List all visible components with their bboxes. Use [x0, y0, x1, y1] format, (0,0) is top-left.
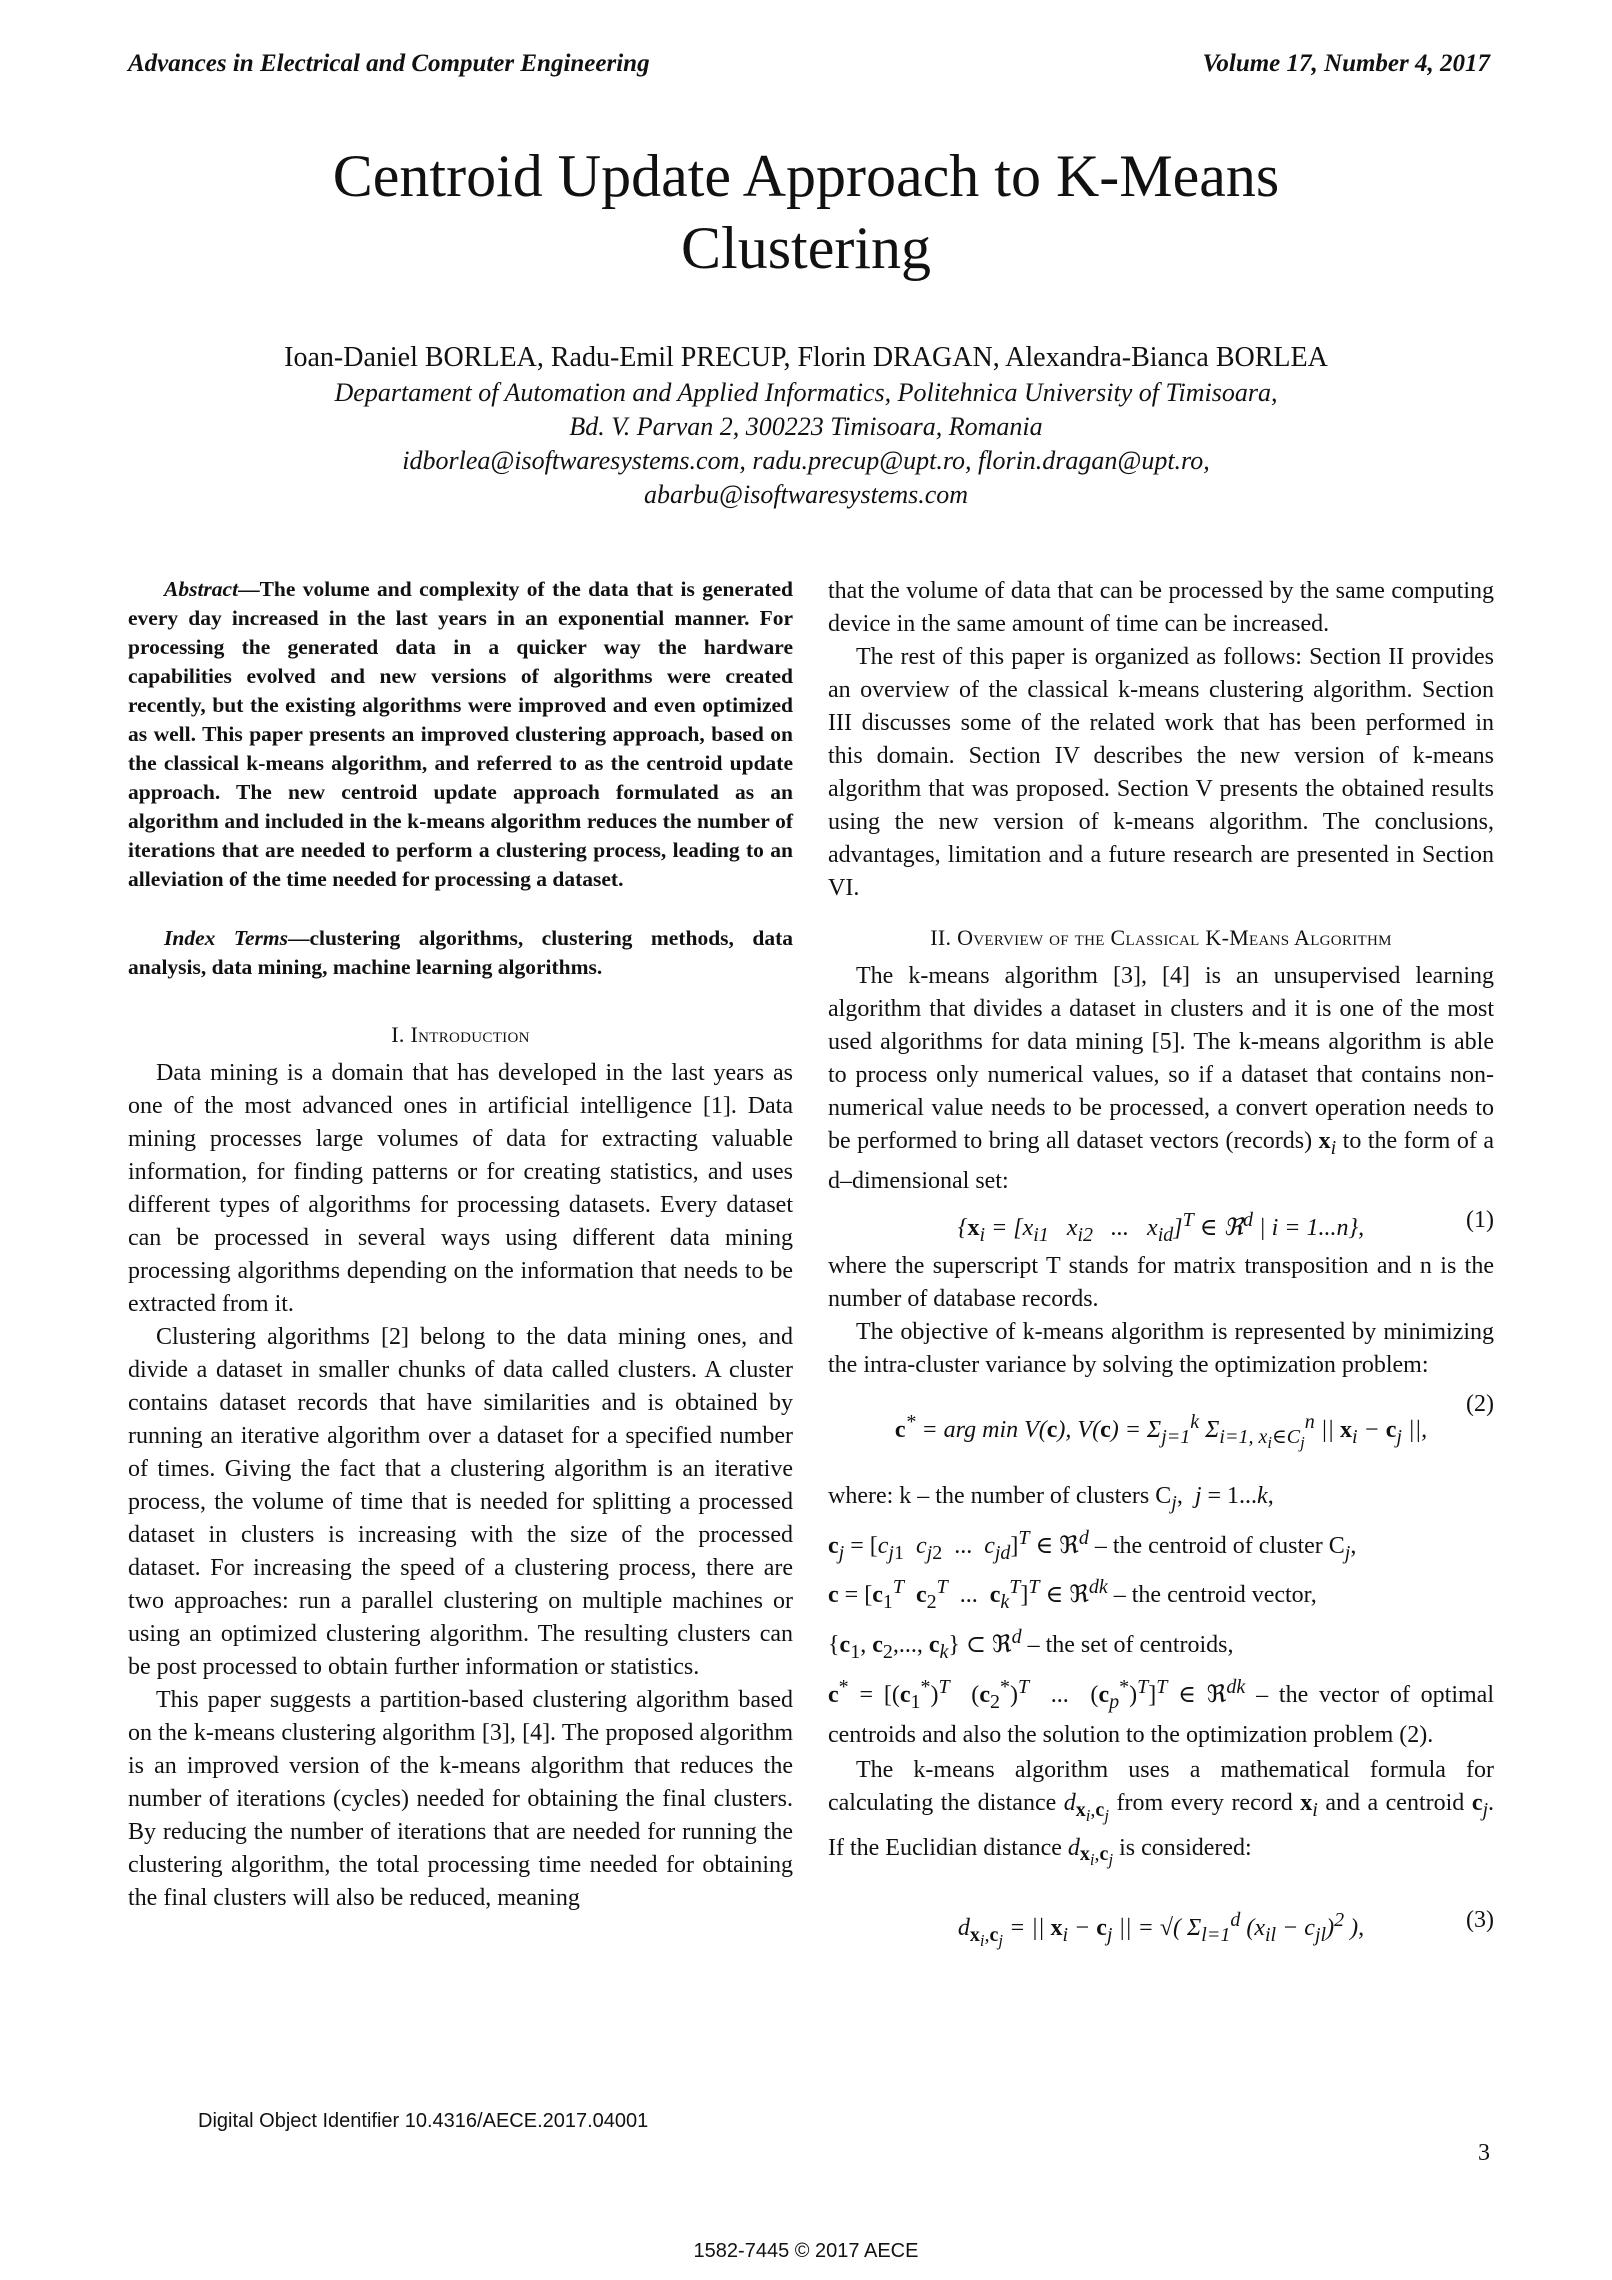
affiliation: [100, 376, 1512, 512]
definition-c: $c = [c_1^T$ $c_2^T$ ... $c_k^T]^T$ ∈ ℜ$^{dk}$ – the centroid vector,: [828, 1576, 1317, 1614]
left-column: [128, 575, 793, 1915]
definition-cj: $c_j = [c_{j1}$ $c_{j2}$ ... $c_{jd}]^T$ ∈ ℜ$^d$ – the centroid of cluster $C_j$,: [828, 1526, 1357, 1564]
definition-set-text: – the set of centroids,: [1027, 1632, 1234, 1659]
right-column: [828, 575, 1494, 1976]
definition-copt-text: – the vector of optimal centroids and also the solution to the optimization problem (2).: [828, 1681, 1495, 1748]
equation-3-body: $d_{x_i,c_j}$ = || $x_i - c_j$ || = √( $\Sigma_{l=1}^d$ $(x_{il} - c_{jl})^2$ ),: [957, 1909, 1365, 1951]
equation-2-body: c* = arg min V(c), $V(c) = \Sigma_{j=1}^k$ $\Sigma_{i=1, x_i\in C_j}^n$ || $x_i - c_j$ ||,: [894, 1410, 1428, 1452]
equation-1-number: (1): [1466, 1206, 1494, 1233]
abstract-lead: Abstract: [164, 577, 239, 601]
vector-x-i: x: [1318, 1128, 1331, 1154]
intro-paragraph-2: Clustering algorithms [2] belong to the data mining ones, and divide a dataset in smaller chunks of data called clusters. A cluster contains dataset records that have similarities and is obtained by running an iterative algorithm over a dataset for a specified number of times. Giving the fact that a clustering algorithm is an iterative process, the volume of time that is needed for splitting a processed dataset in clusters is increasing with the size of the processed dataset. For increasing the speed of a clustering process, there are two approaches: run a parallel clustering on multiple machines or using an optimized clustering algorithm. The resulting clusters can be post processed to obtain further information or statistics.: [128, 1324, 793, 1680]
definition-cj-text: – the centroid of cluster C: [1094, 1532, 1345, 1559]
definition-k: where: k – the number of clusters $C_j$, j = 1...k,: [828, 1482, 1274, 1514]
p6-part-b: from every record: [1116, 1789, 1293, 1816]
abstract-text: —The volume and complexity of the data that is generated every day increased in the last years in an exponential manner. For processing the generated data in a quicker way the hardware capabilities evolved and new versions of algorithms were created recently, but the existing algorithms were improved and even optimized as well. This paper presents an improved clustering approach, based on the classical k-means algorithm, and referred to as the centroid update approach. The new centroid update approach formulated as an algorithm and included in the k-means algorithm reduces the number of iterations that are needed to perform a clustering process, leading to an alleviation of the time needed for processing a dataset.: [128, 577, 793, 891]
p3-tail: to the form of a d–dimensional set:: [828, 1128, 1494, 1194]
index-terms: [128, 924, 793, 982]
journal-name: Advances in Electrical and Computer Engineering: [128, 50, 650, 77]
doi: Digital Object Identifier 10.4316/AECE.2017.04001: [198, 2110, 649, 2132]
authors: Ioan-Daniel BORLEA, Radu-Emil PRECUP, Florin DRAGAN, Alexandra-Bianca BORLEA: [284, 342, 1328, 373]
equation-2: [828, 1388, 1494, 1474]
equation-1: [828, 1204, 1494, 1244]
right-paragraph-1: that the volume of data that can be processed by the same computing device in the same amount of time can be increased.: [828, 578, 1494, 637]
index-terms-lead: Index Terms: [164, 926, 288, 950]
equation-2-number: (2): [1466, 1390, 1494, 1417]
section-heading-intro: I. Introduction: [391, 1022, 530, 1047]
abstract: [128, 575, 793, 894]
right-paragraph-2: The rest of this paper is organized as follows: Section II provides an overview of the classical k-means clustering algorithm. Section III discusses some of the related work that has been performed in this domain. Section IV describes the new version of k-means algorithm that was proposed. Section V presents the obtained results using the new version of k-means algorithm. The conclusions, advantages, limitation and a future research are presented in Section VI.: [828, 644, 1494, 901]
equation-3-number: (3): [1466, 1907, 1494, 1934]
p6-part-d: . If the Euclidian distance: [828, 1789, 1495, 1861]
issn: 1582-7445 © 2017 AECE: [693, 2240, 919, 2262]
definition-c-text: – the centroid vector,: [1113, 1582, 1317, 1609]
page-number: 3: [1478, 2140, 1490, 2166]
title-line-2: Clustering: [681, 215, 931, 281]
affiliation-line-2: Bd. V. Parvan 2, 300223 Timisoara, Romania: [569, 412, 1043, 441]
right-paragraph-4: where the superscript T stands for matrix transposition and n is the number of database records.: [828, 1252, 1494, 1312]
definition-set: {$c_1$, $c_2$,..., $c_k$} ⊂ ℜ$^d$ – the set of centroids,: [828, 1626, 1234, 1663]
affiliation-line-4: abarbu@isoftwaresystems.com: [643, 480, 969, 509]
affiliation-line-1: Departament of Automation and Applied Informatics, Politehnica University of Timisoara,: [334, 378, 1278, 407]
affiliation-line-3: idborlea@isoftwaresystems.com, radu.precup@upt.ro, florin.dragan@upt.ro,: [402, 446, 1210, 475]
p6-part-c: and a centroid: [1325, 1789, 1465, 1816]
title-line-1: Centroid Update Approach to K-Means: [332, 143, 1280, 209]
p6-part-a: The k-means algorithm uses a mathematical formula for calculating the distance: [828, 1756, 1494, 1816]
intro-paragraph-1: Data mining is a domain that has developed in the last years as one of the most advanced ones in artificial intelligence [1]. Data mining processes large volumes of data for extracting valuable information, for finding patterns or for creating statistics, and uses different types of algorithms for processing datasets. Every dataset can be processed in several ways using different data mining processing algorithms depending on the information that needs to be extracted from it.: [128, 1060, 793, 1317]
section-heading-overview: II. Overview of the Classical K-Means Algorithm: [930, 925, 1392, 950]
equation-3: [828, 1882, 1494, 1970]
right-paragraph-6: The k-means algorithm uses a mathematical formula for calculating the distance $d_{x_i,c_j}$ from every record $x_i$ and a centroid $c_j$. If the Euclidian distance $d_{x_i,c_j}$ is considered:: [828, 1756, 1495, 1870]
right-paragraph-5: The objective of k-means algorithm is represented by minimizing the intra-cluster variance by solving the optimization problem:: [828, 1318, 1494, 1378]
definition-copt: $c^* = [(c_1^*)^T$ $(c_2^*)^T$ ... $(c_p^*)^T]^T$ ∈ ℜ$^{dk}$ – the vector of optimal centroids and also the solution to the optimization problem (2).: [828, 1675, 1495, 1748]
right-paragraph-3: The k-means algorithm [3], [4] is an unsupervised learning algorithm that divides a dataset in clusters and it is one of the most used algorithms for data mining [5]. The k-means algorithm is able to process only numerical values, so if a dataset that contains non-numerical value needs to be processed, a convert operation needs to be performed to bring all dataset vectors (records) $x_i$ to the form of a d–dimensional set:: [828, 963, 1494, 1194]
definition-k-text: where: k – the number of clusters C: [828, 1482, 1172, 1509]
intro-paragraph-3: This paper suggests a partition-based clustering algorithm based on the k-means clustering algorithm [3], [4]. The proposed algorithm is an improved version of the k-means algorithm that reduces the number of iterations (cycles) needed for obtaining the final clusters. By reducing the number of iterations that are needed for running the clustering algorithm, the total processing time needed for obtaining the final clusters will also be reduced, meaning: [128, 1687, 793, 1911]
p3-text: The k-means algorithm [3], [4] is an unsupervised learning algorithm that divides a dataset in clusters and it is one of the most used algorithms for data mining [5]. The k-means algorithm is able to process only numerical values, so if a dataset that contains non-numerical value needs to be processed, a convert operation needs to be performed to bring all dataset vectors (records): [828, 963, 1494, 1154]
equation-1-body: {$x_i = [x_{i1}$ $x_{i2}$ ... $x_{id}]^T$ ∈ ℜ$^d$ | i = 1...n},: [957, 1208, 1365, 1246]
index-terms-text: —clustering algorithms, clustering methods, data analysis, data mining, machine learning algorithms.: [128, 926, 793, 979]
p6-part-e: is considered:: [1119, 1834, 1252, 1861]
volume-info: Volume 17, Number 4, 2017: [1202, 50, 1490, 77]
paper-title: [200, 140, 1412, 284]
